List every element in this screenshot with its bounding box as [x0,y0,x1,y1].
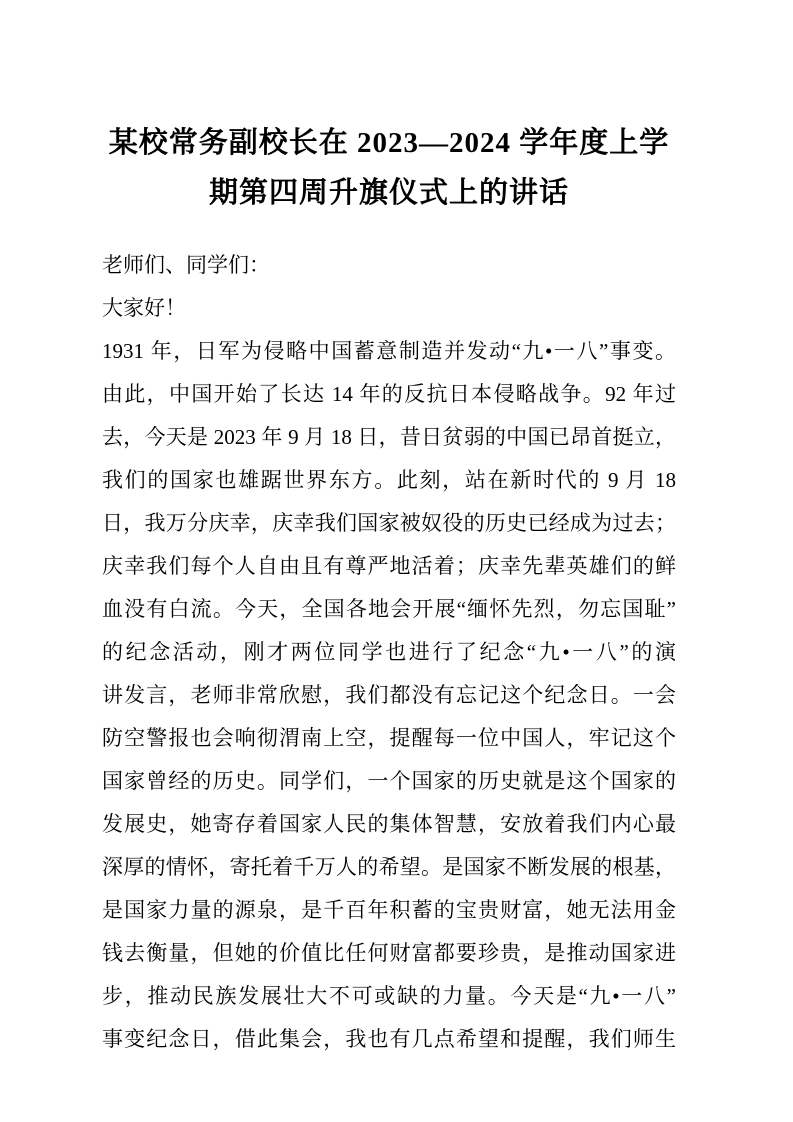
body-text-line: 由此，中国开始了长达 14 年的反抗日本侵略战争。92 年过 [102,382,676,406]
body-text-line: 去，今天是 2023 年 9 月 18 日，昔日贫弱的中国已昂首挺立， [102,425,676,449]
body-text-line: 是国家力量的源泉，是千百年积蓄的宝贵财富，她无法用金 [102,898,676,922]
body-text-line: 深厚的情怀，寄托着千万人的希望。是国家不断发展的根基， [102,855,676,879]
body-text-line: 防空警报也会响彻渭南上空，提醒每一位中国人，牢记这个 [102,726,676,750]
body-text-line: 庆幸我们每个人自由且有尊严地活着；庆幸先辈英雄们的鲜 [102,554,676,578]
body-text-line: 国家曾经的历史。同学们，一个国家的历史就是这个国家的 [102,769,676,793]
body-text-line: 日，我万分庆幸，庆幸我们国家被奴役的历史已经成为过去； [102,511,676,535]
body-text-line: 事变纪念日，借此集会，我也有几点希望和提醒，我们师生 [102,1027,676,1051]
body-text-line: 讲发言，老师非常欣慰，我们都没有忘记这个纪念日。一会 [102,683,676,707]
body-text-line: 钱去衡量，但她的价值比任何财富都要珍贵，是推动国家进 [102,941,676,965]
body-text-line: 步，推动民族发展壮大不可或缺的力量。今天是“九•一八” [102,984,676,1008]
body-text-line: 的纪念活动，刚才两位同学也进行了纪念“九•一八”的演 [102,640,676,664]
body-text-line: 血没有白流。今天，全国各地会开展“缅怀先烈，勿忘国耻” [102,597,676,621]
document-title [102,118,676,218]
salutation-line: 老师们、同学们： [102,253,270,277]
document-title-line-1: 某校常务副校长在 2023—2024 学年度上学 [108,127,670,159]
document-title-line-2: 期第四周升旗仪式上的讲话 [208,177,569,209]
greeting-line: 大家好！ [102,296,186,320]
body-text-line: 1931 年，日军为侵略中国蓄意制造并发动“九•一八”事变。 [102,339,676,363]
body-text-line: 我们的国家也雄踞世界东方。此刻，站在新时代的 9 月 18 [102,468,676,492]
speech-body [102,244,676,1061]
body-text-line: 发展史，她寄存着国家人民的集体智慧，安放着我们内心最 [102,812,676,836]
